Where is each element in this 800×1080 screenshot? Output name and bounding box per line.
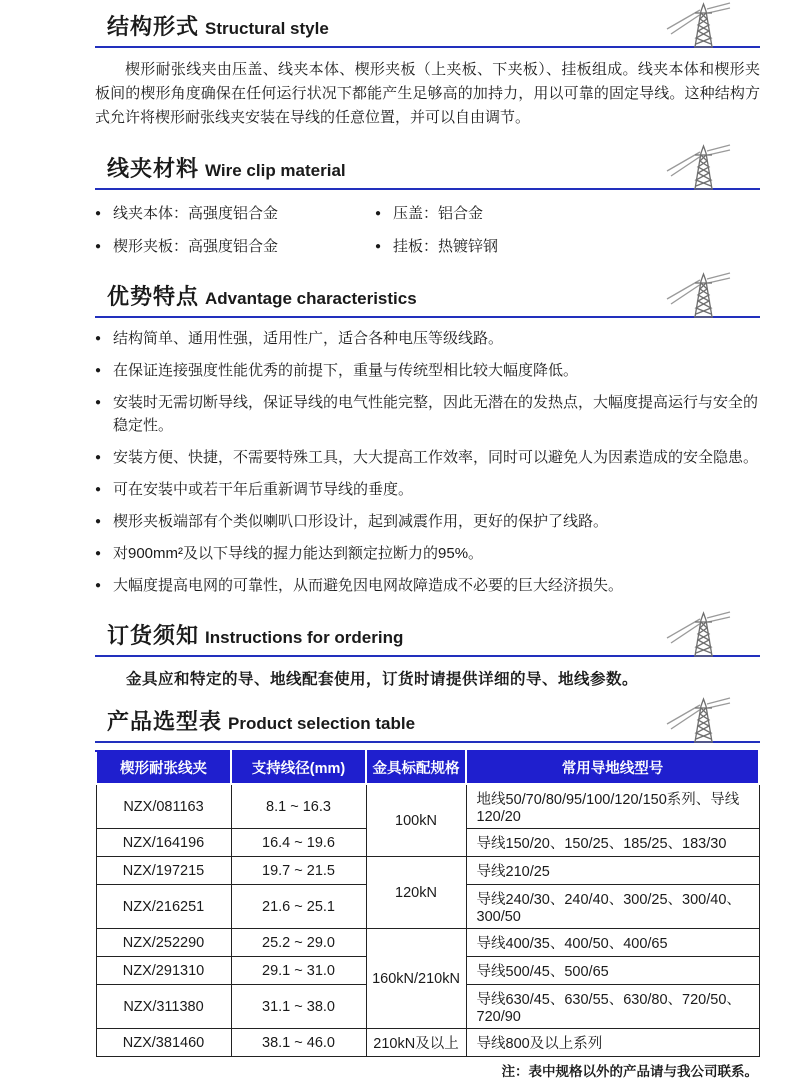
bullet-item: ● 安装时无需切断导线，保证导线的电气性能完整，因此无潜在的发热点，大幅度提高运行与安全的稳定性。 (95, 391, 760, 437)
cell-conductors: 导线400/35、400/50、400/65 (466, 929, 759, 957)
transmission-tower-icon (666, 272, 732, 318)
structure-paragraph: 楔形耐张线夹由压盖、线夹本体、楔形夹板（上夹板、下夹板）、挂板组成。线夹本体和楔形夹板间的楔形角度确保在任何运行状况下都能产生足够高的加持力，用以可靠的固定导线。这种结构方式允许将楔形耐张线夹安装在导线的任意位置，并可以自由调节。 (95, 61, 760, 126)
transmission-tower-icon (666, 144, 732, 190)
cell-conductors: 导线800及以上系列 (466, 1029, 759, 1057)
cell-diameter: 8.1 ~ 16.3 (231, 784, 366, 829)
cell-diameter: 29.1 ~ 31.0 (231, 957, 366, 985)
section-selection-heading (95, 703, 760, 743)
material-bullets-right (375, 192, 760, 258)
section-advantage-title-en: Advantage characteristics (205, 289, 417, 308)
header-cell-spec: 金具标配规格 (366, 751, 466, 784)
cell-model: NZX/216251 (96, 885, 231, 929)
table-row (96, 929, 759, 957)
cell-model: NZX/252290 (96, 929, 231, 957)
cell-model: NZX/081163 (96, 784, 231, 829)
bullet-item: ● 楔形夹板端部有个类似喇叭口形设计，起到减震作用，更好的保护了线路。 (95, 510, 760, 533)
cell-conductors: 导线630/45、630/55、630/80、720/50、720/90 (466, 985, 759, 1029)
section-structure-title-zh: 结构形式 (107, 14, 200, 39)
section-ordering-title-zh: 订货须知 (107, 623, 200, 648)
section-material-title-zh: 线夹材料 (107, 156, 200, 181)
cell-conductors: 导线150/20、150/25、185/25、183/30 (466, 829, 759, 857)
cell-model: NZX/381460 (96, 1029, 231, 1057)
cell-spec: 210kN及以上 (366, 1029, 466, 1057)
section-selection-title-zh: 产品选型表 (107, 709, 223, 734)
transmission-tower-icon (666, 697, 732, 743)
cell-diameter: 31.1 ~ 38.0 (231, 985, 366, 1029)
section-advantage-heading (95, 278, 760, 318)
cell-diameter: 19.7 ~ 21.5 (231, 857, 366, 885)
section-advantage-title-zh: 优势特点 (107, 284, 200, 309)
section-ordering-heading (95, 617, 760, 657)
table-row (96, 857, 759, 885)
section-material-title-en: Wire clip material (205, 161, 346, 180)
section-material-heading (95, 150, 760, 190)
product-selection-table (95, 750, 760, 1057)
cell-conductors: 地线50/70/80/95/100/120/150系列、导线120/20 (466, 784, 759, 829)
cell-conductors: 导线500/45、500/65 (466, 957, 759, 985)
section-ordering-title-en: Instructions for ordering (205, 628, 404, 647)
cell-spec: 120kN (366, 857, 466, 929)
header-cell-model: 楔形耐张线夹 (96, 751, 231, 784)
table-footnote: 注：表中规格以外的产品请与我公司联系。 (501, 1064, 758, 1079)
cell-spec: 160kN/210kN (366, 929, 466, 1029)
bullet-item: ● 在保证连接强度性能优秀的前提下，重量与传统型相比较大幅度降低。 (95, 359, 760, 382)
table-header-row (96, 751, 759, 784)
bullet-item: ● 大幅度提高电网的可靠性，从而避免因电网故障造成不必要的巨大经济损失。 (95, 574, 760, 597)
header-cell-diameter: 支持线径(mm) (231, 751, 366, 784)
advantage-bullets (95, 327, 760, 597)
transmission-tower-icon (666, 611, 732, 657)
cell-model: NZX/291310 (96, 957, 231, 985)
section-structure-title-en: Structural style (205, 19, 329, 38)
cell-diameter: 21.6 ~ 25.1 (231, 885, 366, 929)
cell-conductors: 导线240/30、240/40、300/25、300/40、300/50 (466, 885, 759, 929)
bullet-item: ● 压盖：铝合金 (375, 202, 760, 225)
bullet-item: ● 楔形夹板：高强度铝合金 (95, 235, 375, 258)
bullet-item: ● 对900mm²及以下导线的握力能达到额定拉断力的95%。 (95, 542, 760, 565)
bullet-item: ● 安装方便、快捷，不需要特殊工具，大大提高工作效率，同时可以避免人为因素造成的安全隐患。 (95, 446, 760, 469)
cell-diameter: 16.4 ~ 19.6 (231, 829, 366, 857)
transmission-tower-icon (666, 2, 732, 48)
bullet-item: ● 挂板：热镀锌钢 (375, 235, 760, 258)
cell-model: NZX/197215 (96, 857, 231, 885)
material-bullets-left (95, 192, 375, 258)
bullet-item: ● 线夹本体：高强度铝合金 (95, 202, 375, 225)
cell-diameter: 38.1 ~ 46.0 (231, 1029, 366, 1057)
cell-spec: 100kN (366, 784, 466, 857)
bullet-item: ● 结构简单、通用性强，适用性广，适合各种电压等级线路。 (95, 327, 760, 350)
material-bullet-columns (95, 192, 760, 258)
table-row (96, 1029, 759, 1057)
table-row (96, 784, 759, 829)
cell-diameter: 25.2 ~ 29.0 (231, 929, 366, 957)
header-cell-conductors: 常用导地线型号 (466, 751, 759, 784)
cell-conductors: 导线210/25 (466, 857, 759, 885)
bullet-item: ● 可在安装中或若干年后重新调节导线的垂度。 (95, 478, 760, 501)
cell-model: NZX/164196 (96, 829, 231, 857)
cell-model: NZX/311380 (96, 985, 231, 1029)
section-selection-title-en: Product selection table (228, 714, 416, 733)
section-structure-heading (95, 8, 760, 48)
ordering-lead-text: 金具应和特定的导、地线配套使用，订货时请提供详细的导、地线参数。 (126, 671, 639, 688)
